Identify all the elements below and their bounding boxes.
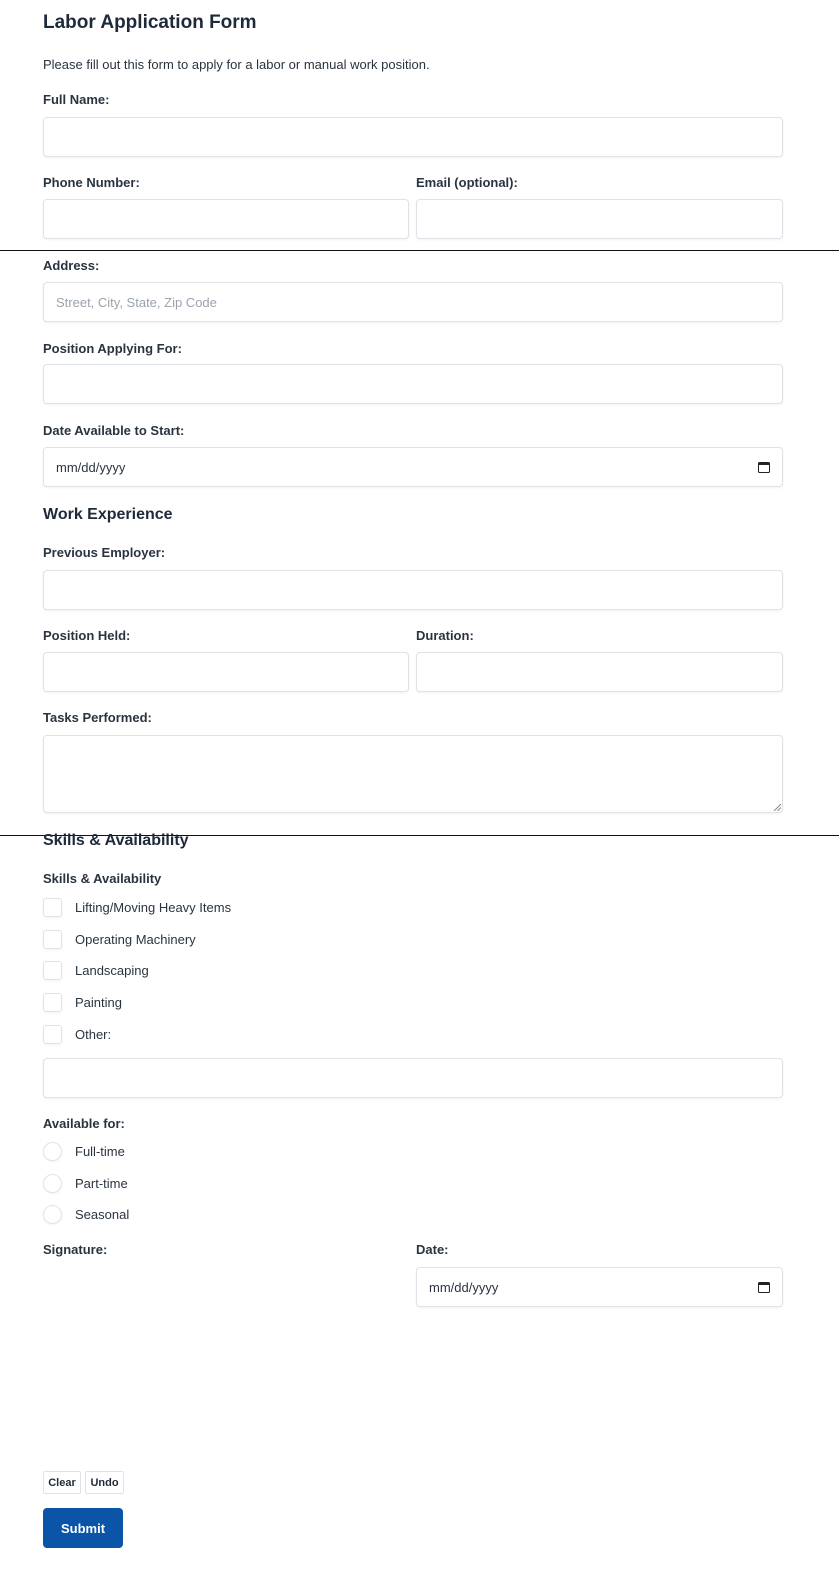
signature-date-value: mm/dd/yyyy (429, 1279, 499, 1295)
skill-option-other[interactable] (43, 1023, 111, 1045)
tasks-performed-label: Tasks Performed: (43, 710, 152, 725)
position-label: Position Applying For: (43, 341, 182, 356)
signature-date-input[interactable] (416, 1267, 783, 1307)
skill-option-machinery[interactable] (43, 928, 196, 950)
form-title: Labor Application Form (43, 12, 257, 33)
start-date-input[interactable] (43, 447, 783, 487)
availability-option-seasonal[interactable] (43, 1203, 129, 1225)
seasonal-radio[interactable] (43, 1205, 62, 1224)
start-date-value: mm/dd/yyyy (56, 459, 126, 475)
lifting-checkbox[interactable] (43, 898, 62, 917)
machinery-label: Operating Machinery (75, 931, 196, 947)
phone-label: Phone Number: (43, 175, 140, 190)
availability-option-full-time[interactable] (43, 1140, 125, 1162)
skills-availability-heading: Skills & Availability (43, 832, 189, 849)
email-input[interactable] (416, 199, 783, 239)
skills-group-label: Skills & Availability (43, 871, 162, 886)
calendar-icon[interactable] (758, 1282, 770, 1293)
submit-button[interactable]: Submit (43, 1508, 123, 1548)
other-label: Other: (75, 1026, 112, 1042)
seasonal-label: Seasonal (75, 1206, 130, 1222)
address-input[interactable] (43, 282, 783, 322)
phone-input[interactable] (43, 199, 409, 239)
lifting-label: Lifting/Moving Heavy Items (75, 899, 232, 915)
address-label: Address: (43, 258, 100, 273)
landscaping-checkbox[interactable] (43, 961, 62, 980)
form-intro: Please fill out this form to apply for a labor or manual work position. (43, 57, 430, 72)
part-time-radio[interactable] (43, 1174, 62, 1193)
painting-checkbox[interactable] (43, 993, 62, 1012)
skill-option-lifting[interactable] (43, 896, 231, 918)
calendar-icon[interactable] (758, 462, 770, 473)
skill-option-landscaping[interactable] (43, 959, 149, 981)
painting-label: Painting (75, 994, 122, 1010)
full-time-label: Full-time (75, 1143, 125, 1159)
undo-signature-button[interactable]: Undo (85, 1471, 124, 1494)
duration-label: Duration: (416, 628, 474, 643)
previous-employer-input[interactable] (43, 570, 783, 610)
signature-pad[interactable] (43, 1265, 409, 1465)
work-experience-heading: Work Experience (43, 506, 173, 523)
signature-date-label: Date: (416, 1242, 449, 1257)
other-skill-input[interactable] (43, 1058, 783, 1098)
clear-signature-button[interactable]: Clear (43, 1471, 81, 1494)
position-held-label: Position Held: (43, 628, 131, 643)
tasks-performed-textarea[interactable] (43, 735, 783, 813)
machinery-checkbox[interactable] (43, 930, 62, 949)
part-time-label: Part-time (75, 1175, 128, 1191)
full-name-label: Full Name: (43, 92, 110, 107)
start-date-label: Date Available to Start: (43, 423, 185, 438)
full-name-input[interactable] (43, 117, 783, 157)
resize-grip-icon[interactable] (773, 803, 781, 811)
duration-input[interactable] (416, 652, 783, 692)
other-checkbox[interactable] (43, 1025, 62, 1044)
landscaping-label: Landscaping (75, 962, 149, 978)
available-for-label: Available for: (43, 1116, 125, 1131)
full-time-radio[interactable] (43, 1142, 62, 1161)
previous-employer-label: Previous Employer: (43, 545, 166, 560)
position-held-input[interactable] (43, 652, 409, 692)
skill-option-painting[interactable] (43, 991, 122, 1013)
position-input[interactable] (43, 364, 783, 404)
availability-option-part-time[interactable] (43, 1172, 128, 1194)
page-break-divider (0, 250, 839, 251)
signature-label: Signature: (43, 1242, 108, 1257)
email-label: Email (optional): (416, 175, 518, 190)
